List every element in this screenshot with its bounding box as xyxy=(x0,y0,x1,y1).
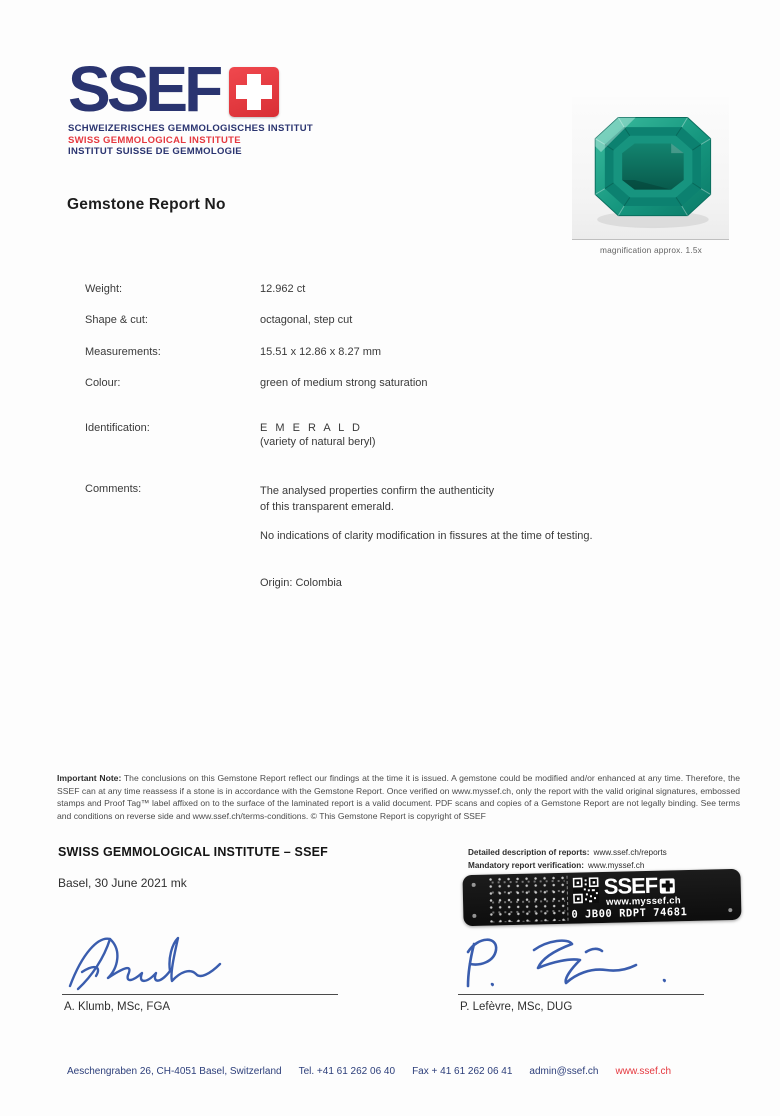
footer-address: Aeschengraben 26, CH-4051 Basel, Switzerland xyxy=(67,1066,282,1077)
field-value: 15.51 x 12.86 x 8.27 mm xyxy=(260,346,382,358)
speckle-pattern xyxy=(489,876,566,923)
page-title: Gemstone Report No xyxy=(67,196,226,213)
institute-name-de: SCHWEIZERISCHES GEMMOLOGISCHES INSTITUT xyxy=(68,123,313,134)
institute-name-en: SWISS GEMMOLOGICAL INSTITUTE xyxy=(68,134,241,146)
field-value: 12.962 ct xyxy=(260,283,306,295)
footer-tel: Tel. +41 61 262 06 40 xyxy=(298,1066,396,1077)
signature-line-left xyxy=(62,994,338,995)
field-label: Measurements: xyxy=(85,346,161,358)
signature-a-klumb xyxy=(62,928,342,994)
footer-contact-line xyxy=(67,1066,671,1077)
qr-code-icon xyxy=(573,877,600,904)
field-value: octagonal, step cut xyxy=(260,314,353,326)
signature-p-lefevre xyxy=(458,928,708,994)
field-label: Weight: xyxy=(85,283,123,295)
photo-caption: magnification approx. 1.5x xyxy=(599,245,703,255)
ssef-wordmark: SSEF xyxy=(68,53,220,125)
field-value: green of medium strong saturation xyxy=(260,377,428,389)
important-note xyxy=(57,772,740,823)
field-label: Shape & cut: xyxy=(85,314,148,326)
comment-line: The analysed properties confirm the authenticity xyxy=(260,485,495,497)
field-label: Comments: xyxy=(85,483,142,495)
footer-email: admin@ssef.ch xyxy=(529,1066,599,1077)
signatory-name-right: P. Lefèvre, MSc, DUG xyxy=(460,1001,573,1013)
mandatory-verification-url: www.myssef.ch xyxy=(588,860,645,870)
signature-line-right xyxy=(458,994,704,995)
comment-line: of this transparent emerald. xyxy=(260,501,394,513)
sticker-cross-icon xyxy=(660,878,675,893)
detailed-description-url: www.ssef.ch/reports xyxy=(593,848,667,857)
issuer-name: SWISS GEMMOLOGICAL INSTITUTE – SSEF xyxy=(58,845,328,859)
sticker-code: 0 JB00 RDPT 74681 xyxy=(571,906,688,921)
proof-tag-sticker xyxy=(462,869,741,926)
institute-name-fr: INSTITUT SUISSE DE GEMMOLOGIE xyxy=(68,146,242,157)
important-note-text: The conclusions on this Gemstone Report reflect our findings at the time it is issued. A gemstone could be modified and/or enhanced at any time. Therefore, the SSEF can at any time reassess if a stone is in accordance with the Gemstone Report. Once verified on www.myssef.ch, only the report with the valid original signatures, embossed stamps and Proof Tag™ label affixed on to the surface of the laminated report is a valid document. PDF scans and copies of a Gemstone Report are not legally binding. See terms and conditions on reverse side and www.ssef.ch/terms-conditions. © This Gemstone Report is copyright of SSEF xyxy=(57,773,740,822)
sticker-brand-text: SSEF xyxy=(603,872,658,899)
signatory-name-left: A. Klumb, MSc, FGA xyxy=(64,1001,171,1013)
ssef-logo xyxy=(68,53,313,158)
mandatory-verification-label: Mandatory report verification: xyxy=(468,860,585,870)
verification-links xyxy=(468,847,667,872)
issuer-dateline: Basel, 30 June 2021 mk xyxy=(58,876,187,890)
footer-fax: Fax + 41 61 262 06 41 xyxy=(412,1066,513,1077)
gemstone-photo xyxy=(572,97,729,240)
important-note-label: Important Note: xyxy=(57,773,122,783)
identification-value: E M E R A L D xyxy=(260,422,363,434)
field-label: Colour: xyxy=(85,377,121,389)
origin-value: Origin: Colombia xyxy=(260,577,342,589)
swiss-cross-icon xyxy=(229,67,279,117)
mandatory-verification-line xyxy=(468,860,667,873)
emerald-image xyxy=(576,100,726,236)
comment-line: No indications of clarity modification in fissures at the time of testing. xyxy=(260,530,593,542)
identification-subvalue: (variety of natural beryl) xyxy=(260,436,376,448)
field-label: Identification: xyxy=(85,422,150,434)
sticker-url: www.myssef.ch xyxy=(605,895,682,908)
detailed-description-line xyxy=(468,847,667,860)
footer-website: www.ssef.ch xyxy=(615,1066,672,1077)
detailed-description-label: Detailed description of reports: xyxy=(468,848,590,857)
sticker-separator xyxy=(566,876,568,921)
